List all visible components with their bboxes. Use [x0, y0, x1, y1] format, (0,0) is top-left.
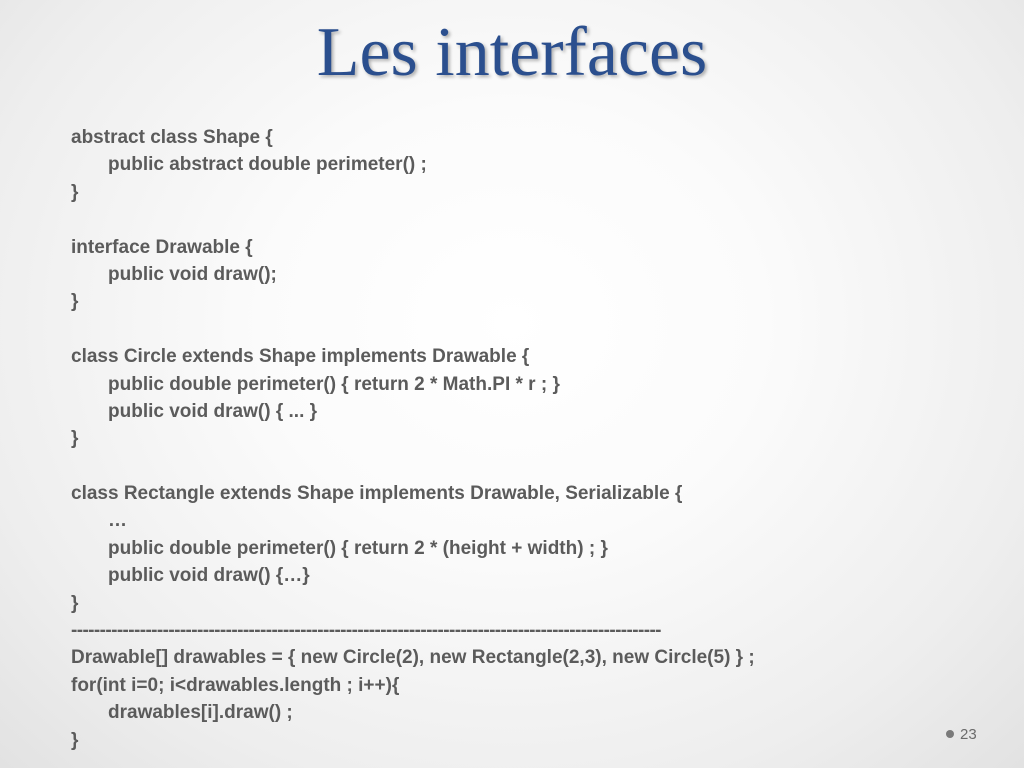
code-block [71, 124, 971, 754]
code-line: public abstract double perimeter() ; [108, 154, 427, 176]
code-line: } [71, 428, 79, 450]
code-line: Drawable[] drawables = { new Circle(2), new Rectangle(2,3), new Circle(5) } ; [71, 647, 755, 669]
code-line: for(int i=0; i<drawables.length ; i++){ [71, 674, 400, 696]
slide-title: Les interfaces [316, 14, 708, 91]
code-line: public double perimeter() { return 2 * Math.PI * r ; } [108, 373, 560, 395]
code-line: interface Drawable { [71, 236, 253, 258]
code-line [71, 453, 971, 480]
code-line: class Rectangle extends Shape implements Drawable, Serializable { [71, 483, 683, 505]
code-line [71, 316, 971, 343]
code-line: } [71, 181, 79, 203]
code-line: drawables[i].draw() ; [108, 702, 293, 724]
separator-line: ------------------------------------------------------------------------------------------------------- [71, 620, 661, 642]
code-line: } [71, 592, 79, 614]
code-line: } [71, 291, 79, 313]
code-line: } [71, 729, 79, 751]
code-line: public double perimeter() { return 2 * (height + width) ; } [108, 537, 608, 559]
code-line: public void draw(); [108, 263, 277, 285]
code-line [71, 206, 971, 233]
code-line: public void draw() { ... } [108, 400, 318, 422]
code-line: abstract class Shape { [71, 127, 273, 148]
code-line: class Circle extends Shape implements Drawable { [71, 346, 530, 368]
bullet-icon [946, 730, 954, 738]
slide-footer [946, 724, 977, 744]
code-line: public void draw() {…} [108, 565, 310, 587]
code-line: … [108, 510, 127, 532]
page-number: 23 [960, 725, 977, 743]
